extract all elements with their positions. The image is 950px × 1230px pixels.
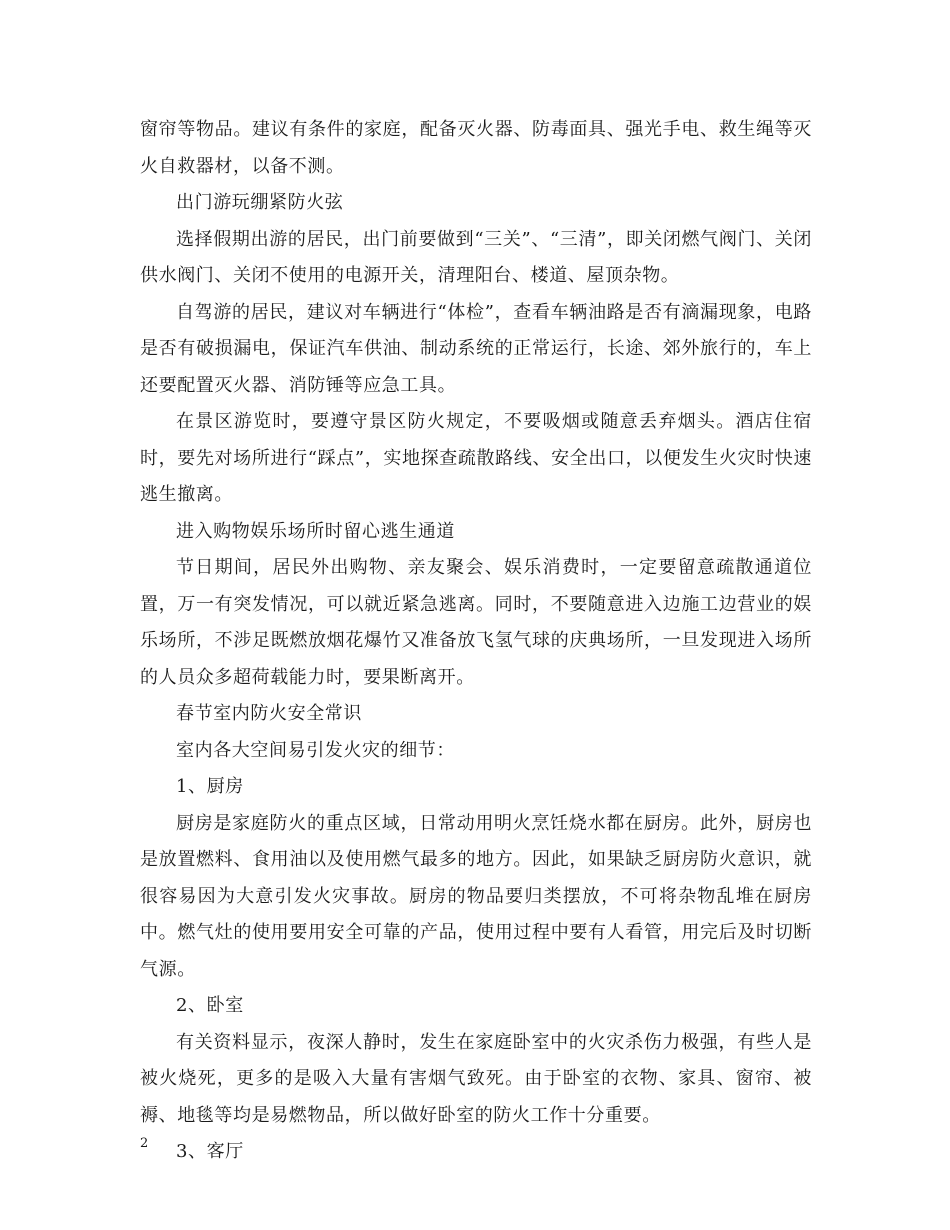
document-body: [140, 112, 812, 1171]
paragraph: 节日期间，居民外出购物、亲友聚会、娱乐消费时，一定要留意疏散通道位置，万一有突发情况，可以就近紧急逃离。同时，不要随意进入边施工边营业的娱乐场所，不涉足既燃放烟花爆竹又准备放飞氢气球的庆典场所，一旦发现进入场所的人员众多超荷载能力时，要果断离开。: [140, 557, 812, 688]
page-number: 2: [140, 1136, 149, 1151]
paragraph: 自驾游的居民，建议对车辆进行“体检”，查看车辆油路是否有滴漏现象，电路是否有破损漏电，保证汽车供油、制动系统的正常运行，长途、郊外旅行的，车上还要配置灭火器、消防锤等应急工具。: [140, 301, 812, 396]
section-heading: 进入购物娱乐场所时留心逃生通道: [176, 520, 455, 542]
paragraph: 有关资料显示，夜深人静时，发生在家庭卧室中的火灾杀伤力极强，有些人是被火烧死，更多的是吸入大量有害烟气致死。由于卧室的衣物、家具、窗帘、被褥、地毯等均是易燃物品，所以做好卧室的防火工作十分重要。: [140, 1031, 812, 1126]
paragraph: 在景区游览时，要遵守景区防火规定，不要吸烟或随意丢弃烟头。酒店住宿时，要先对场所进行“踩点”，实地探查疏散路线、安全出口，以便发生火灾时快速逃生撤离。: [140, 411, 812, 505]
list-item-heading: 3、客厅: [176, 1141, 244, 1162]
list-item-heading: 2、卧室: [176, 995, 244, 1016]
paragraph: 选择假期出游的居民，出门前要做到“三关”、“三清”，即关闭燃气阀门、关闭供水阀门、关闭不使用的电源开关，清理阳台、楼道、屋顶杂物。: [140, 228, 812, 286]
list-item-heading: 1、厨房: [176, 776, 244, 797]
section-heading: 出门游玩绷紧防火弦: [176, 192, 344, 213]
paragraph: 窗帘等物品。建议有条件的家庭，配备灭火器、防毒面具、强光手电、救生绳等灭火自救器材，以备不测。: [140, 119, 812, 177]
paragraph: 室内各大空间易引发火灾的细节：: [176, 739, 455, 761]
section-heading: 春节室内防火安全常识: [176, 703, 362, 724]
paragraph: 厨房是家庭防火的重点区域，日常动用明火烹饪烧水都在厨房。此外，厨房也是放置燃料、食用油以及使用燃气最多的地方。因此，如果缺乏厨房防火意识，就很容易因为大意引发火灾事故。厨房的物品要归类摆放，不可将杂物乱堆在厨房中。燃气灶的使用要用安全可靠的产品，使用过程中要有人看管，用完后及时切断气源。: [140, 812, 812, 980]
